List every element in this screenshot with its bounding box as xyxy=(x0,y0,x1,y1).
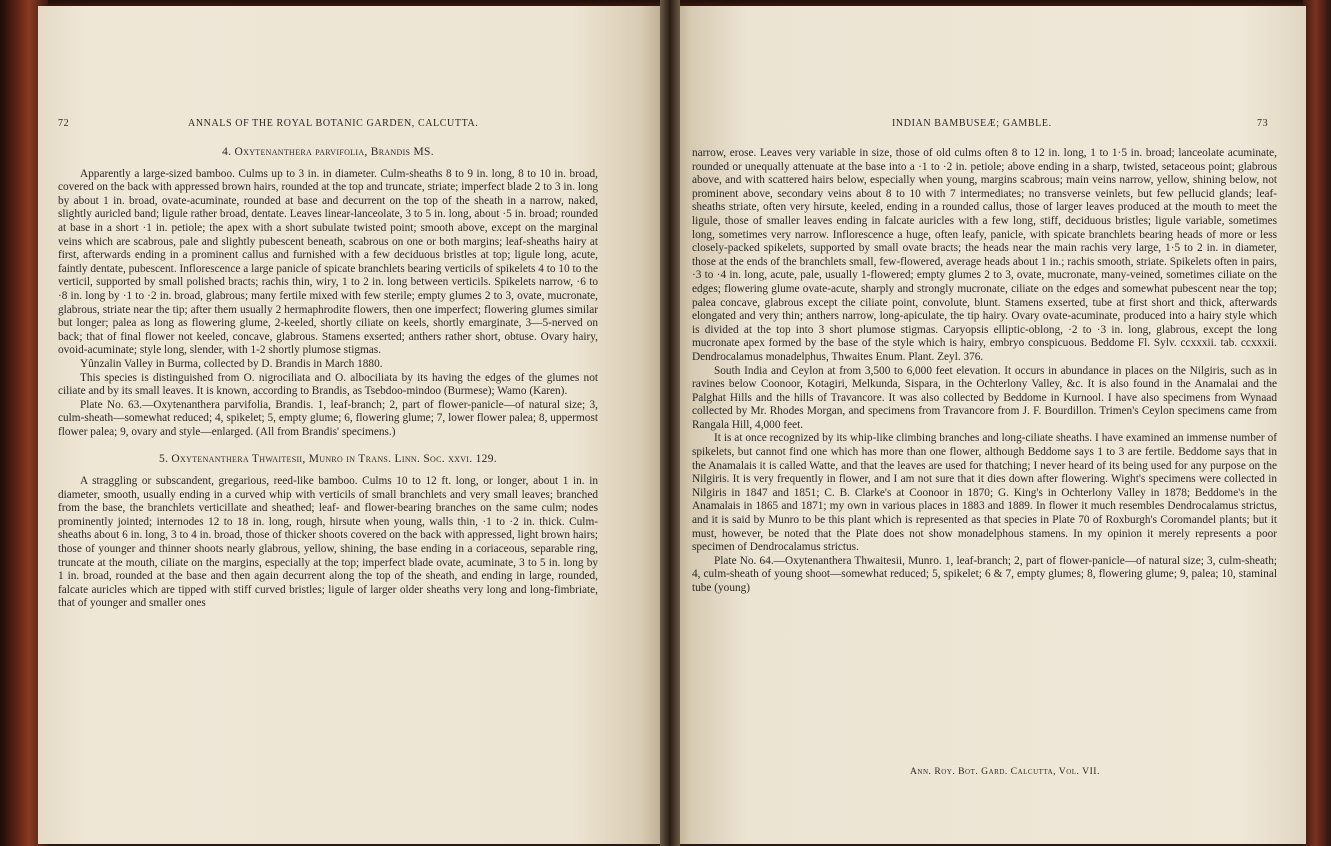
right-running-head: INDIAN BAMBUSEÆ; GAMBLE. xyxy=(892,118,1052,129)
left-page xyxy=(38,6,666,844)
species-5-description-continued: narrow, erose. Leaves very variable in size, those of old culms often 8 to 12 in. long, 1 to 1·5 in. broad; lanceolate acuminate, rounded or unequally attenuate at the base into a ·1 to ·2 in. petiole; above ending in a sharp, twisted, setaceous point; glabrous above, and with scattered hairs below, especially when young, margins scabrous; main veins narrow, yellow, shining below, not prominent above, secondary veins about 8 to 10 with 7 intermediates; no transverse veinlets, but few pellucid glands; leaf-sheaths striate, often very hirsute, keeled, ending in a rounded callus, those of larger leaves produced at the mouth to meet the ligule, those of smaller leaves ending in falcate auricles with a few long, stiff, deciduous bristles; ligule variable, sometimes long, sometimes very narrow. Inflorescence a huge, often leafy, panicle, with spicate branchlets bearing heads of more or less closely-packed spikelets, supported by small ovate bracts; the heads near the main rachis very large, 1·5 to 2 in. in diameter, those at the ends of the branchlets small, few-flowered, average heads about 1 in.; rachis smooth, striate. Spikelets often in pairs, ·3 to ·4 in. long, acute, pale, usually 1-flowered; empty glumes 2 to 3, ovate, mucronate, many-veined, sometimes ciliate on the edges; flowering glume ovate-acute, sharply and strongly mucronate, ciliate on the edges and somewhat pubescent near the top; palea concave, glabrous except the ciliate point, convolute, blunt. Stamens exserted, tube at first short and thick, afterwards elongated and very thin; anthers narrow, long-apiculate, the tip hairy. Ovary ovate-acuminate, produced into a hairy style which is divided at the top into 3 short plumose stigmas. Caryopsis elliptic-oblong, ·2 to ·3 in. long, glabrous, except the long mucronate apex formed by the base of the style which is hairy, embryo conspicuous. Beddome Fl. Sylv. ccxxxii. tab. ccxxxii. Dendrocalamus monadelphus, Thwaites Enum. Plant. Zeyl. 376. xyxy=(692,147,1277,363)
species-5-distribution: South India and Ceylon at from 3,500 to 6,000 feet elevation. It occurs in abundance in places on the Nilgiris, such as in ravines below Coonoor, Kotagiri, Melkunda, Sispara, in the Ochterlony Valley, &c. It is also found in the Anamalai and the Palghat Hills and the hills of Travancore. It was also collected by Beddome in Kurnool. I have also specimens from Wynaad collected by Mr. Rhodes Morgan, and specimens from Travancore from J. F. Bourdillon. Trimen's Ceylon specimens came from Rangala Hill, 4,000 feet. xyxy=(692,364,1277,431)
right-page-number: 73 xyxy=(1257,118,1269,129)
species-5-heading: 5. Oxytenanthera Thwaitesii, Munro in Trans. Linn. Soc. xxvi. 129. xyxy=(159,453,497,466)
left-page-number: 72 xyxy=(58,118,70,129)
species-5-plate-caption: Plate No. 64.—Oxytenanthera Thwaitesii, Munro. 1, leaf-branch; 2, part of flower-panicle—of natural size; 3, culm-sheath; 4, culm-sheath of young shoot—somewhat reduced; 5, spikelet; 6 & 7, empty glumes; 8, flowering glume; 9, palea; 10, staminal tube (young) xyxy=(692,554,1277,594)
species-4-heading: 4. Oxytenanthera parvifolia, Brandis MS. xyxy=(222,146,434,158)
species-4-plate-caption: Plate No. 63.—Oxytenanthera parvifolia, Brandis. 1, leaf-branch; 2, part of flower-panicle—of natural size; 3, culm-sheath—somewhat reduced; 4, spikelet; 5, empty glume; 6, flowering glume; 7, lower flower palea; 8, uppermost flower palea; 9, ovary and style—enlarged. (All from Brandis' specimens.) xyxy=(58,398,598,438)
right-page-body xyxy=(692,117,1277,596)
species-4-locality: Yûnzalin Valley in Burma, collected by D. Brandis in March 1880. xyxy=(80,357,383,370)
left-running-head: ANNALS OF THE ROYAL BOTANIC GARDEN, CALCUTTA. xyxy=(188,118,479,129)
species-4-notes: This species is distinguished from O. nigrociliata and O. albociliata by its having the edges of the glumes not ciliate and by its small leaves. It is known, according to Brandis, as Tsebdoo-mindoo (Burmese); Wamo (Karen). xyxy=(58,371,598,398)
journal-footer: Ann. Roy. Bot. Gard. Calcutta, Vol. VII. xyxy=(910,766,1100,777)
book-gutter xyxy=(660,0,680,846)
species-4-description: Apparently a large-sized bamboo. Culms up to 3 in. in diameter. Culm-sheaths 8 to 9 in. long, 8 to 10 in. broad, covered on the back with appressed brown hairs, rounded at the top and truncate, striate; imperfect blade 2 to 3 in. long by about 1 in. broad, ovate-acuminate, rounded at base and decurrent on the top of the sheath in a narrow, naked, slightly auricled band; ligule rather broad, dentate. Leaves linear-lanceolate, 3 to 5 in. long, about ·5 in. broad; rounded at base in a short ·1 in. petiole; the apex with a short subulate twisted point; smooth above, except on the marginal veins which are scabrous, pale and slightly pubescent beneath, scabrous on one or both margins; leaf-sheaths hairy at first, afterwards ending in a prominent callus and furnished with a few deciduous bristles at top; ligule long, acute, faintly dentate, pubescent. Inflorescence a large panicle of spicate branchlets bearing verticils of spikelets 4 to 10 to the verticil, supported by small polished bracts; rachis thin, wiry, 1 to 2 in. long between verticils. Spikelets narrow, ·6 to ·8 in. long by ·1 to ·2 in. broad, glabrous; many fertile mixed with few sterile; empty glumes 2 to 3, ovate, mucronate, glabrous, striate near the tip; after them usually 2 hermaphrodite flowers, then one imperfect; flowering glumes similar but longer; palea as long as flowering glume, 2-keeled, shortly ciliate on keels, shortly emarginate, 3—5-nerved on back; that of final flower not keeled, concave, glabrous. Stamens exserted; anthers rather short, obtuse. Ovary hairy, ovoid-acuminate; style long, slender, with 1-2 shortly plumose stigmas. xyxy=(58,167,598,357)
right-page xyxy=(672,6,1306,844)
species-5-notes: It is at once recognized by its whip-like climbing branches and long-ciliate sheaths. I have examined an immense number of spikelets, but cannot find one which has more than one flower, although Beddome says 1 to 3 are fertile. Beddome says that in the Anamalais it is called Watte, and that the leaves are used for thatching; I never heard of its being used for any purpose on the Nilgiris. It is very frequently in flower, and I am not sure that it dies down after flowering. Wight's specimens were collected in Nilgiris in 1847 and 1851; C. B. Clarke's at Coonoor in 1870; G. King's in Ochterlony Valley in 1878; Beddome's in the Anamalais in 1865 and 1871; my own in various places in 1883 and 1889. In flower it much resembles Dendrocalamus strictus, and it is said by Munro to be this plant which is represented as that species in Plate 70 of Roxburgh's Coromandel plants; but it must, however, be noted that the Plate does not show monadelphous stamens. In my opinion it merely represents a poor specimen of Dendrocalamus strictus. xyxy=(692,432,1277,554)
left-page-body xyxy=(58,116,598,611)
book-cover-right-edge xyxy=(1303,0,1331,846)
species-5-description: A straggling or subscandent, gregarious, reed-like bamboo. Culms 10 to 12 ft. long, or longer, about 1 in. in diameter, smooth, usually ending in a curved whip with verticils of small branchlets and very small leaves; branched from the base, the branchlets verticillate and sheathed; leaf- and flower-bearing branches on the same culm; nodes prominently jointed; internodes 12 to 18 in. long, rough, hirsute when young, walls thin, ·1 to ·2 in. thick. Culm-sheaths about 6 in. long, 3 to 4 in. broad, those of thicker shoots covered on the back with appressed, light brown hairs; those of younger and thinner shoots nearly glabrous, yellow, shining, the base ending in a coriaceous, separable ring, truncate at the mouth, ciliate on the margins, especially at the top; imperfect blade ovate, acuminate, 3 to 5 in. long by 1 in. broad, rounded at the base and then again decurrent along the top of the sheath, and ending in large, rounded, falcate auricles which are tipped with stiff curved bristles; ligule of larger older sheaths very long and long-fimbriate, that of younger and smaller ones xyxy=(58,475,598,610)
